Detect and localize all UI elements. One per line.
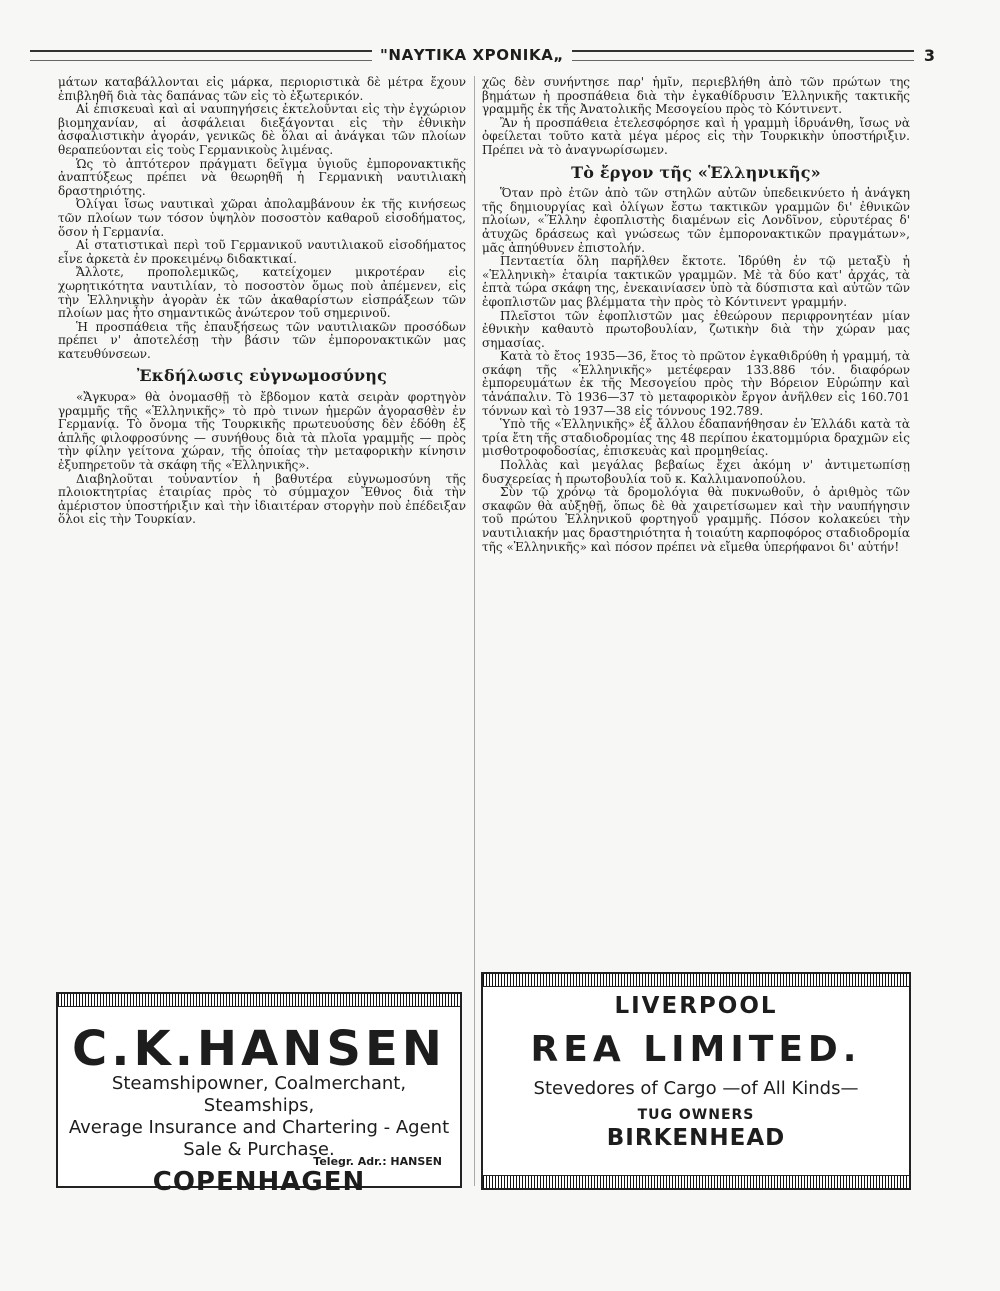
ad-service-line-2: Average Insurance and Chartering - Agent — [68, 1117, 450, 1138]
right-section-paragraph: Κατὰ τὸ ἔτος 1935—36, ἔτος τὸ πρῶτον ἐγκαθιδρύθη ἡ γραμμή, τὰ σκάφη τῆς «Ἑλληνικῆς» μετέφεραν 133.886 τόν. διαφόρων ἐμπορευμάτων ἐκ τῆς Μεσογείου πρὸς τὴν Βόρειον Εὐρώπην καὶ τἀνάπαλιν. Τὸ 1936—37 τὸ μεταφορικὸν ἔργον ἀνῆλθεν εἰς 160.701 τόννων καὶ τὸ 1937—38 εἰς τόννους 192.789. — [482, 349, 910, 418]
header-rule-right — [572, 50, 914, 61]
ad-top-stripe — [483, 974, 909, 987]
right-section-paragraph: Πλεῖστοι τῶν ἐφοπλιστῶν μας ἐθεώρουν περιφρονητέαν μίαν ἐθνικὴν καθαυτὸ πρωτοβουλίαν, ζωτικὴν διὰ τὴν χώραν μας σημασίας. — [482, 308, 910, 350]
left-column — [58, 76, 466, 994]
ad-company-name: REA LIMITED. — [530, 1029, 862, 1070]
page-header — [30, 44, 945, 66]
right-section-paragraph: Σὺν τῷ χρόνῳ τὰ δρομολόγια θὰ πυκνωθοῦν, ὁ ἀριθμὸς τῶν σκαφῶν θὰ αὐξηθῇ, ὅπως δὲ θὰ χαιρετίσωμεν καὶ τὴν ναυπήγησιν τοῦ πρώτου Ἑλληνικοῦ φορτηγοῦ γραμμῆς. Πόσον κολακεύει τὴν ναυτιλιακήν μας δραστηριότητα ἡ τοιαύτη καρποφόρος σταδιοδρομία τῆς «Ἑλληνικῆς» καὶ πόσον πρέπει νὰ εἴμεθα ὑπερήφανοι δι' αὐτήν! — [482, 485, 910, 554]
ad-city: BIRKENHEAD — [606, 1125, 786, 1151]
left-paragraph: μάτων καταβάλλονται εἰς μάρκα, περιοριστικὰ δὲ μέτρα ἔχουν ἐπιβληθῆ διὰ τὰς δαπάνας τῶν εἰς τὸ ἐξωτερικόν. — [58, 76, 466, 103]
ad-city: COPENHAGEN — [152, 1167, 366, 1197]
page-number: 3 — [923, 45, 936, 65]
right-section-paragraph: Ὑπὸ τῆς «Ἑλληνικῆς» ἐξ ἄλλου ἐδαπανήθησαν ἐν Ἑλλάδι κατὰ τὰ τρία ἔτη τῆς σταδιοδρομίας της 48 περίπου ἑκατομμύρια δραχμῶν εἰς μισθοτροφοδοσίας, ἐπισκευὰς καὶ προμηθείας. — [482, 417, 910, 459]
left-paragraph: Ἄλλοτε, προπολεμικῶς, κατείχομεν μικροτέραν εἰς χωρητικότητα ναυτιλίαν, τὸ ποσοστὸν ὅμως ποὺ ἀπέμενεν, εἰς τὴν Ἑλληνικὴν ἀγορὰν ἐκ τῶν ἀκαθαρίστων εἰσπράξεων τῶν πλοίων μας ἦτο σημαντικῶς ἀνώτερον τοῦ σημερινοῦ. — [58, 265, 466, 321]
right-section-paragraph: Πολλὰς καὶ μεγάλας βεβαίως ἔχει ἀκόμη ν' ἀντιμετωπίσῃ δυσχερείας ἡ πρωτοβουλία τοῦ κ. Καλλιμανοπούλου. — [482, 458, 910, 486]
right-section-paragraph: Ὅταν πρὸ ἐτῶν ἀπὸ τῶν στηλῶν αὐτῶν ὑπεδεικνύετο ἡ ἀνάγκη τῆς δημιουργίας καὶ ὀλίγων ἔστω τακτικῶν γραμμῶν δι' ἐθνικῶν πλοίων, «Ἕλλην ἐφοπλιστὴς διαμένων εἰς Λονδῖνον, εὐρυτέρας δ' ἀτυχῶς δράσεως καὶ γνώσεως τῶν ἐμπορονακτικῶν πραγμάτων», μᾶς ἀπηύθυνεν ἐπιστολήν. — [482, 186, 910, 255]
ad-service-line: Stevedores of Cargo —of All Kinds— — [533, 1078, 859, 1099]
ad-company-name: C.K.HANSEN — [72, 1021, 446, 1077]
left-section-paragraph: «Ἄγκυρα» θὰ ὀνομασθῇ τὸ ἔβδομον κατὰ σειρὰν φορτηγὸν γραμμῆς τῆς «Ἑλληνικῆς» τὸ πρὸ τινων ἡμερῶν ἀγορασθὲν ἐν Γερμανίᾳ. Τὸ ὄνομα τῆς Τουρκικῆς πρωτευούσης δὲν ἐδόθη ἐξ ἁπλῆς φιλοφροσύνης — συνήθους διὰ τὰ πλοῖα γραμμῆς — πρὸς τὴν φίλην γείτονα χώραν, τῆς ὁποίας τὴν μεταφορικὴν κίνησιν ἐξυπηρετοῦν τὰ σκάφη τῆς «Ἑλληνικῆς». — [58, 390, 466, 473]
ad-tug-owners: TUG OWNERS — [637, 1107, 755, 1123]
right-paragraph: χῶς δὲν συνήντησε παρ' ἡμῖν, περιεβλήθη ἀπὸ τῶν πρώτων της βημάτων ἡ προσπάθεια διὰ τὴν ἐγκαθίδρυσιν Ἑλληνικῆς τακτικῆς γραμμῆς ἐκ τῆς Ἀνατολικῆς Μεσογείου πρὸς τὸ Κόντινεντ. — [482, 76, 910, 117]
left-paragraph: Αἱ ἐπισκευαὶ καὶ αἱ ναυπηγήσεις ἐκτελοῦνται εἰς τὴν ἐγχώριον βιομηχανίαν, αἱ ἀσφάλειαι διεξάγονται εἰς τὴν ἐθνικὴν ἀσφαλιστικὴν ἀγοράν, γενικῶς δὲ ὅλαι αἱ ἀνάγκαι τῶν πλοίων θεραπεύονται εἰς τοὺς Γερμανικοὺς λιμένας. — [58, 102, 466, 157]
ad-top-city: LIVERPOOL — [614, 993, 778, 1019]
right-column — [482, 76, 910, 819]
left-paragraph: Αἱ στατιστικαὶ περὶ τοῦ Γερμανικοῦ ναυτιλιακοῦ εἰσοδήματος εἶνε ἀρκετὰ ἐν προκειμένῳ διδακτικαί. — [58, 238, 466, 266]
header-rule-left — [30, 50, 372, 61]
ad-service-line-3: Sale & Purchase. — [183, 1139, 335, 1160]
ad-telegraph-address: Telegr. Adr.: HANSEN — [313, 1155, 442, 1168]
publication-title: "ΝΑΥΤΙΚΑ ΧΡΟΝΙΚΑ„ — [380, 46, 564, 64]
ad-top-stripe — [58, 994, 460, 1007]
left-paragraph: Ἡ προσπάθεια τῆς ἐπαυξήσεως τῶν ναυτιλιακῶν προσόδων πρέπει ν' ἀποτελέσῃ τὴν βάσιν τῶν ἐμπορονακτικῶν μας κατευθύνσεων. — [58, 319, 466, 361]
ad-bottom-stripe — [483, 1175, 909, 1188]
right-paragraph: Ἂν ἡ προσπάθεια ἐτελεσφόρησε καὶ ἡ γραμμὴ ἱδρυάνθη, ἴσως νὰ ὀφείλεται τοῦτο κατὰ μέγα μέρος εἰς τὴν Τουρκικὴν ὑποστήριξιν. Πρέπει νὰ τὸ ἀναγνωρίσωμεν. — [482, 115, 910, 157]
advert-ck-hansen — [56, 992, 462, 1197]
section-heading-gratitude: Ἐκδήλωσις εὐγνωμοσύνης — [136, 366, 388, 386]
left-paragraph: Ὡς τὸ ἀπτότερον πράγματι δεῖγμα ὑγιοῦς ἐμπορονακτικῆς ἀναπτύξεως πρέπει νὰ θεωρηθῆ ἡ Γερμανικὴ ναυτιλιακὴ δραστηριότης. — [58, 156, 466, 198]
left-section-paragraph: Διαβηλοῦται τοὐναντίον ἡ βαθυτέρα εὐγνωμοσύνη τῆς πλοιοκτητρίας ἑταιρίας πρὸς τὸ σύμμαχον Ἔθνος διὰ τὴν ἀμέριστον ὑποστήριξιν καὶ τὴν ἰδιαιτέραν στοργὴν ποὺ ἐπέδειξαν ὅλοι εἰς τὴν Τουρκίαν. — [58, 471, 466, 527]
section-heading-hellenic-work: Τὸ ἔργον τῆς «Ἑλληνικῆς» — [571, 162, 821, 182]
advert-rea-limited — [481, 972, 911, 1190]
ad-service-line-1: Steamshipowner, Coalmerchant, Steamships, — [111, 1073, 407, 1116]
right-section-paragraph: Πενταετία ὅλη παρῆλθεν ἔκτοτε. Ἱδρύθη ἐν τῷ μεταξὺ ἡ «Ἑλληνικὴ» ἑταιρία τακτικῶν γραμμῶν. Μὲ τὰ δύο κατ' ἀρχάς, τὰ ἑπτὰ τώρα σκάφη της, ἐνεκαινίασεν ὑπὸ τὰ δύσπιστα καὶ αὐτῶν τῶν ἐφοπλιστῶν μας βλέμματα τὴν πρὸς τὸ Κόντινεντ γραμμήν. — [482, 254, 910, 309]
left-paragraph: Ὀλίγαι ἴσως ναυτικαὶ χῶραι ἀπολαμβάνουν ἐκ τῆς κινήσεως τῶν πλοίων των τόσον ὑψηλὸν ποσοστὸν καθαροῦ εἰσοδήματος, ὅσον ἡ Γερμανία. — [58, 197, 466, 239]
column-divider — [474, 76, 475, 1186]
